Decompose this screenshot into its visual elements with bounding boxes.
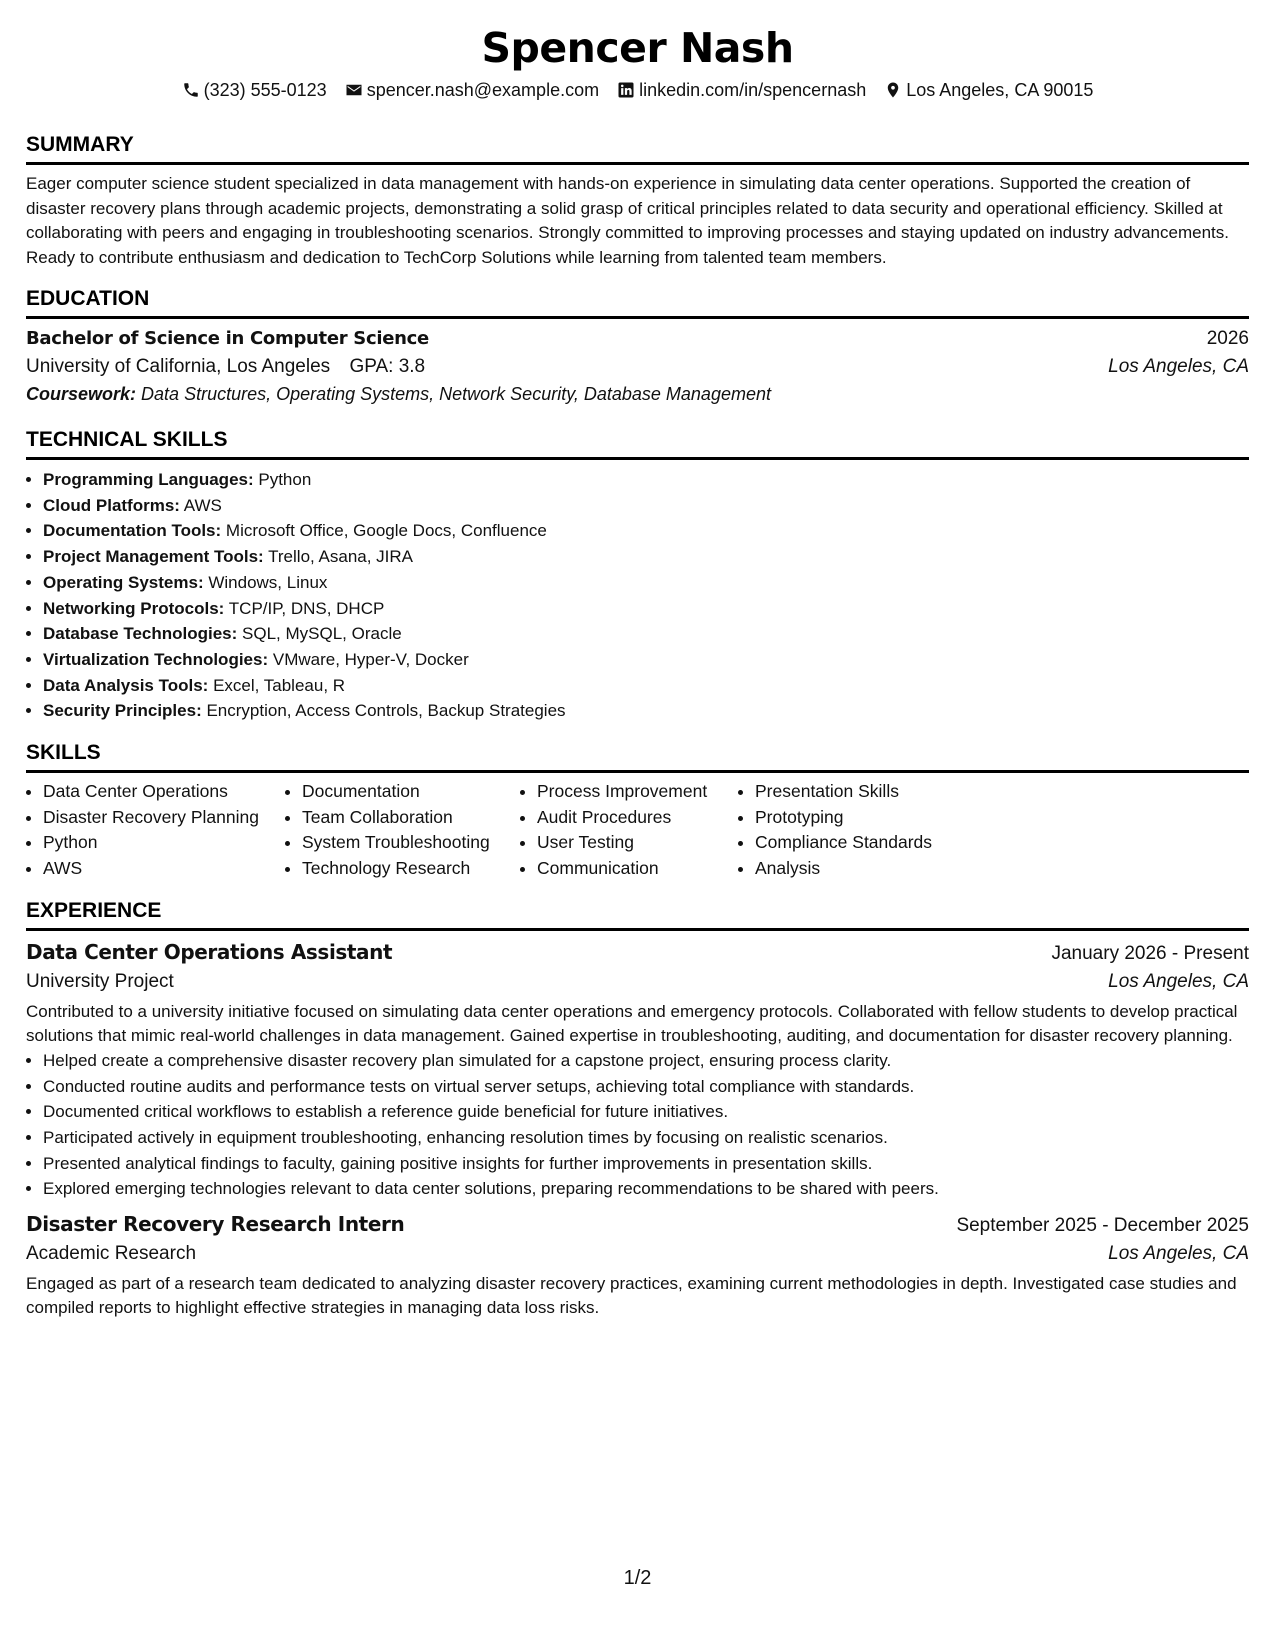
skill-value: AWS xyxy=(183,495,222,515)
list-item xyxy=(43,621,1249,647)
skill-value: VMware, Hyper-V, Docker xyxy=(272,649,469,669)
job-location: Los Angeles, CA xyxy=(1108,1243,1249,1265)
list-item xyxy=(43,570,1249,596)
skill-value: Windows, Linux xyxy=(208,572,328,592)
email-text: spencer.nash@example.com xyxy=(366,80,600,100)
job-bullet-list xyxy=(26,1048,1249,1202)
phone-text: (323) 555-0123 xyxy=(203,80,327,100)
list-item: • Conducted routine audits and performance tests on virtual server setups, achieving total compliance with standards. xyxy=(43,1074,1249,1100)
section-heading-summary: SUMMARY xyxy=(26,132,1249,165)
location-text: Los Angeles, CA 90015 xyxy=(906,80,1094,100)
degree-title: Bachelor of Science in Computer Science xyxy=(26,328,429,349)
resume-page xyxy=(26,0,1249,1320)
education-entry-header xyxy=(26,328,1249,350)
school-name: University of California, Los Angeles xyxy=(26,356,331,377)
technical-skills-list xyxy=(26,467,1249,724)
coursework-line xyxy=(26,384,1249,405)
linkedin-text: linkedin.com/in/spencernash xyxy=(639,80,867,100)
skill-value: Trello, Asana, JIRA xyxy=(268,547,414,567)
skill-label: Cloud Platforms: xyxy=(43,495,180,515)
list-item: • Participated actively in equipment troubleshooting, enhancing resolution times by focusing on realistic scenarios. xyxy=(43,1125,1249,1151)
skills-section xyxy=(26,740,1249,882)
job-dates: January 2026 - Present xyxy=(1051,942,1249,964)
list-item: • Audit Procedures xyxy=(537,805,738,831)
list-item: • Data Center Operations xyxy=(43,779,285,805)
summary-section xyxy=(26,132,1249,270)
skills-column-2 xyxy=(285,779,520,882)
location-pin-icon xyxy=(884,81,902,99)
skill-label: Data Analysis Tools: xyxy=(43,675,209,695)
job-subheader xyxy=(26,971,1249,993)
skill-value: Encryption, Access Controls, Backup Strategies xyxy=(206,701,566,721)
list-item: • Documented critical workflows to establish a reference guide beneficial for future initiatives. xyxy=(43,1099,1249,1125)
job-dates: September 2025 - December 2025 xyxy=(956,1215,1249,1237)
list-item: • Technology Research xyxy=(302,856,520,882)
job-entry xyxy=(26,940,1249,1202)
skills-column-3 xyxy=(520,779,738,882)
list-item: • Python xyxy=(43,830,285,856)
contact-bar xyxy=(26,78,1249,102)
list-item: • User Testing xyxy=(537,830,738,856)
summary-text: Eager computer science student specialized in data management with hands-on experience in simulating data center operations. Supported the creation of disaster recovery plans through academic projects, demonstrating a solid grasp of critical principles related to data security and operational efficiency. Skilled at collaborating with peers and engaging in troubleshooting scenarios. Strongly committed to improving processes and staying updated on industry advancements. Ready to contribute enthusiasm and dedication to TechCorp Solutions while learning from talented team members. xyxy=(26,174,1229,267)
skill-label: Project Management Tools: xyxy=(43,547,264,567)
list-item: • Disaster Recovery Planning xyxy=(43,805,285,831)
contact-email[interactable] xyxy=(345,78,599,102)
graduation-year: 2026 xyxy=(1206,328,1249,349)
job-organization: University Project xyxy=(26,970,174,992)
job-title: Data Center Operations Assistant xyxy=(26,939,393,964)
list-item: • Analysis xyxy=(755,856,978,882)
gpa: GPA: 3.8 xyxy=(349,356,426,377)
list-item: • AWS xyxy=(43,856,285,882)
coursework-list: Data Structures, Operating Systems, Network Security, Database Management xyxy=(141,384,771,404)
technical-skills-section xyxy=(26,427,1249,724)
section-heading-technical-skills: TECHNICAL SKILLS xyxy=(26,427,1249,460)
skill-label: Virtualization Technologies: xyxy=(43,649,269,669)
list-item: • Prototyping xyxy=(755,805,978,831)
list-item: • Presented analytical findings to faculty, gaining positive insights for further improvements in presentation skills. xyxy=(43,1151,1249,1177)
skills-column-1 xyxy=(26,779,285,882)
education-section xyxy=(26,286,1249,405)
skill-label: Documentation Tools: xyxy=(43,521,222,541)
list-item: • Documentation xyxy=(302,779,520,805)
list-item: • System Troubleshooting xyxy=(302,830,520,856)
contact-location xyxy=(884,78,1093,102)
list-item xyxy=(43,698,1249,724)
experience-section xyxy=(26,898,1249,1320)
list-item: • Explored emerging technologies relevant to data center solutions, preparing recommendations to be shared with peers. xyxy=(43,1176,1249,1202)
skill-label: Operating Systems: xyxy=(43,572,204,592)
job-entry xyxy=(26,1212,1249,1320)
job-header xyxy=(26,1212,1249,1237)
list-item: • Communication xyxy=(537,856,738,882)
list-item xyxy=(43,673,1249,699)
list-item xyxy=(43,596,1249,622)
skill-value: SQL, MySQL, Oracle xyxy=(242,624,402,644)
skill-label: Networking Protocols: xyxy=(43,598,225,618)
linkedin-icon xyxy=(617,81,635,99)
school-location: Los Angeles, CA xyxy=(1108,356,1249,377)
job-description: Contributed to a university initiative focused on simulating data center operations and emergency protocols. Collaborated with fellow students to develop practical solutions that mimic real-world challenges in data management. Gained expertise in troubleshooting, auditing, and documentation for disaster recovery planning. xyxy=(26,1001,1238,1045)
job-location: Los Angeles, CA xyxy=(1108,970,1249,992)
list-item xyxy=(43,518,1249,544)
list-item: • Presentation Skills xyxy=(755,779,978,805)
skill-label: Security Principles: xyxy=(43,701,202,721)
skill-value: TCP/IP, DNS, DHCP xyxy=(228,598,385,618)
candidate-name: Spencer Nash xyxy=(481,24,794,72)
job-subheader xyxy=(26,1243,1249,1265)
job-organization: Academic Research xyxy=(26,1243,197,1265)
list-item: • Compliance Standards xyxy=(755,830,978,856)
skill-label: Database Technologies: xyxy=(43,624,238,644)
section-heading-skills: SKILLS xyxy=(26,740,1249,773)
job-title: Disaster Recovery Research Intern xyxy=(26,1212,405,1237)
skills-grid xyxy=(26,779,1249,882)
school-line xyxy=(26,356,425,378)
section-heading-education: EDUCATION xyxy=(26,286,1249,319)
list-item xyxy=(43,544,1249,570)
list-item xyxy=(43,493,1249,519)
list-item: • Process Improvement xyxy=(537,779,738,805)
list-item xyxy=(43,467,1249,493)
page-number: 1/2 xyxy=(623,1567,652,1589)
contact-phone xyxy=(182,78,327,102)
skill-value: Microsoft Office, Google Docs, Confluence xyxy=(225,521,547,541)
coursework-label: Coursework: xyxy=(26,384,137,404)
list-item xyxy=(43,647,1249,673)
job-header xyxy=(26,940,1249,965)
phone-icon xyxy=(182,81,200,99)
job-description: Engaged as part of a research team dedicated to analyzing disaster recovery practices, examining current methodologies in depth. Investigated case studies and compiled reports to highlight effective strategies in managing data loss risks. xyxy=(26,1274,1237,1318)
list-item: • Team Collaboration xyxy=(302,805,520,831)
list-item: • Helped create a comprehensive disaster recovery plan simulated for a capstone project, ensuring process clarity. xyxy=(43,1048,1249,1074)
skills-column-4 xyxy=(738,779,978,882)
section-heading-experience: EXPERIENCE xyxy=(26,898,1249,931)
skill-value: Excel, Tableau, R xyxy=(213,675,346,695)
skill-value: Python xyxy=(258,470,312,489)
contact-linkedin[interactable] xyxy=(617,78,866,102)
envelope-icon xyxy=(345,81,363,99)
education-entry-sub xyxy=(26,356,1249,378)
skill-label: Programming Languages: xyxy=(43,470,254,489)
